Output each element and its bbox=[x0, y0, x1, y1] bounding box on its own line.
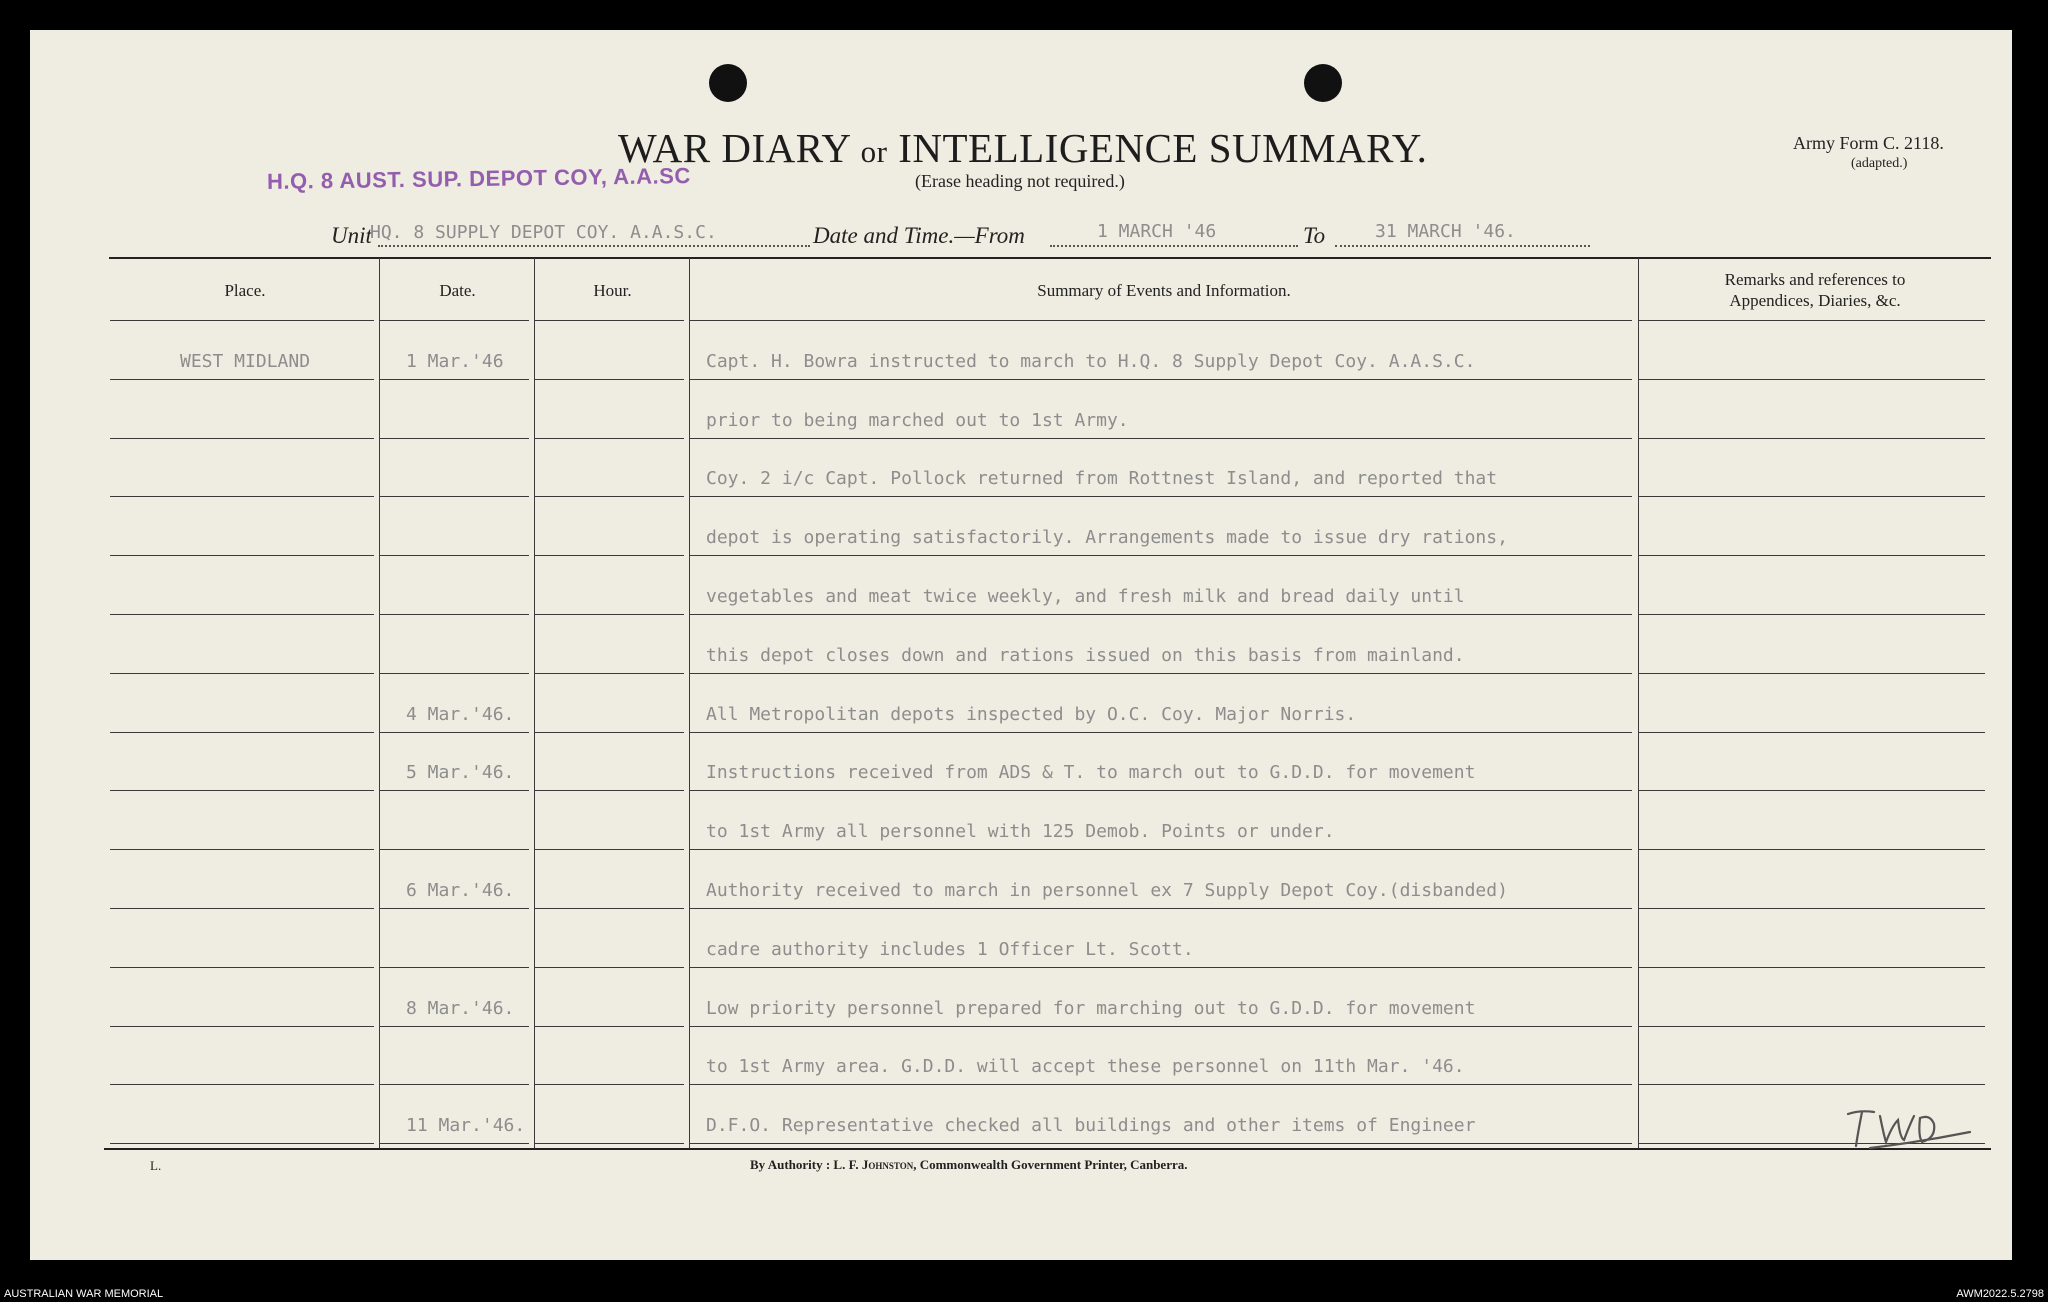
row-rule bbox=[690, 849, 1632, 850]
row-rule bbox=[110, 732, 374, 733]
row-summary: All Metropolitan depots inspected by O.C. Coy. Major Norris. bbox=[706, 703, 1357, 725]
page-title bbox=[618, 124, 1427, 172]
printer-authority bbox=[750, 1157, 1188, 1173]
row-rule bbox=[690, 496, 1632, 497]
header-summary: Summary of Events and Information. bbox=[1037, 281, 1291, 300]
row-rule bbox=[110, 1143, 374, 1144]
row-rule bbox=[110, 496, 374, 497]
row-rule bbox=[535, 790, 684, 791]
row-rule bbox=[380, 1143, 529, 1144]
row-rule bbox=[535, 908, 684, 909]
row-rule bbox=[380, 1026, 529, 1027]
row-date: 8 Mar.'46. bbox=[406, 997, 515, 1019]
row-rule bbox=[1639, 967, 1985, 968]
row-rule bbox=[110, 1084, 374, 1085]
row-rule bbox=[1639, 438, 1985, 439]
date-to-dots bbox=[1335, 245, 1590, 247]
row-rule bbox=[690, 673, 1632, 674]
unit-label: Unit bbox=[331, 223, 372, 248]
row-summary: prior to being marched out to 1st Army. bbox=[706, 409, 1129, 431]
footer-left-mark: L. bbox=[150, 1158, 162, 1173]
row-date: 5 Mar.'46. bbox=[406, 762, 515, 784]
row-summary: vegetables and meat twice weekly, and fresh milk and bread daily until bbox=[706, 586, 1465, 607]
row-rule bbox=[380, 673, 529, 674]
row-rule bbox=[380, 438, 529, 439]
row-rule bbox=[110, 967, 374, 968]
date-to-value: 31 MARCH '46. bbox=[1375, 221, 1516, 242]
row-rule bbox=[535, 379, 684, 380]
row-date: 11 Mar.'46. bbox=[406, 1115, 526, 1137]
row-summary: Coy. 2 i/c Capt. Pollock returned from Rottnest Island, and reported that bbox=[706, 468, 1498, 490]
row-rule bbox=[110, 438, 374, 439]
row-rule bbox=[1639, 496, 1985, 497]
row-rule bbox=[690, 732, 1632, 733]
authority-suffix: , Commonwealth Government Printer, Canberra. bbox=[913, 1157, 1188, 1172]
form-number: Army Form C. 2118. bbox=[1793, 133, 1944, 153]
row-rule bbox=[1639, 1084, 1985, 1085]
row-date: 1 Mar.'46 bbox=[406, 350, 504, 372]
row-summary: this depot closes down and rations issued on this basis from mainland. bbox=[706, 644, 1465, 666]
header-remarks-line2: Appendices, Diaries, &c. bbox=[1729, 291, 1901, 310]
row-rule bbox=[535, 1143, 684, 1144]
row-rule bbox=[1639, 790, 1985, 791]
row-rule bbox=[535, 849, 684, 850]
caption-right: AWM2022.5.2798 bbox=[1956, 1288, 2044, 1300]
header-hour: Hour. bbox=[593, 281, 632, 300]
row-rule bbox=[535, 732, 684, 733]
row-rule bbox=[535, 614, 684, 615]
column-divider-summary bbox=[1638, 258, 1639, 1148]
row-rule bbox=[690, 790, 1632, 791]
row-rule bbox=[380, 614, 529, 615]
date-time-label: Date and Time.—From bbox=[813, 223, 1025, 248]
row-summary: D.F.O. Representative checked all buildings and other items of Engineer bbox=[706, 1115, 1476, 1137]
row-rule bbox=[380, 379, 529, 380]
title-or: or bbox=[860, 134, 888, 169]
table-top-rule bbox=[109, 257, 1991, 259]
unit-value: HQ. 8 SUPPLY DEPOT COY. A.A.S.C. bbox=[370, 222, 717, 243]
row-rule bbox=[535, 967, 684, 968]
row-rule bbox=[690, 614, 1632, 615]
handwritten-initials bbox=[1840, 1102, 1980, 1162]
title-part2: INTELLIGENCE SUMMARY. bbox=[898, 125, 1428, 171]
row-rule bbox=[110, 673, 374, 674]
row-rule bbox=[380, 555, 529, 556]
row-rule bbox=[535, 438, 684, 439]
row-rule bbox=[1639, 379, 1985, 380]
row-rule bbox=[380, 908, 529, 909]
unit-stamp: H.Q. 8 AUST. SUP. DEPOT COY, A.A.SC bbox=[266, 163, 691, 194]
row-rule bbox=[1639, 1026, 1985, 1027]
row-date: 6 Mar.'46. bbox=[406, 880, 515, 901]
row-rule bbox=[110, 555, 374, 556]
header-rule bbox=[690, 320, 1632, 321]
row-rule bbox=[690, 908, 1632, 909]
row-rule bbox=[110, 849, 374, 850]
row-rule bbox=[110, 379, 374, 380]
authority-prefix: By Authority : L. F. bbox=[750, 1157, 859, 1172]
row-summary: Authority received to march in personnel ex 7 Supply Depot Coy.(disbanded) bbox=[706, 880, 1508, 901]
row-rule bbox=[110, 1026, 374, 1027]
title-part1: WAR DIARY bbox=[618, 125, 850, 171]
row-rule bbox=[690, 379, 1632, 380]
row-summary: Low priority personnel prepared for marching out to G.D.D. for movement bbox=[706, 997, 1476, 1019]
header-rule bbox=[110, 320, 374, 321]
row-date: 4 Mar.'46. bbox=[406, 703, 515, 725]
date-from-dots bbox=[1050, 245, 1298, 247]
row-rule bbox=[535, 555, 684, 556]
row-summary: cadre authority includes 1 Officer Lt. Scott. bbox=[706, 938, 1194, 960]
unit-dots bbox=[378, 245, 810, 247]
row-rule bbox=[690, 1084, 1632, 1085]
row-rule bbox=[535, 1026, 684, 1027]
row-rule bbox=[380, 849, 529, 850]
row-rule bbox=[380, 967, 529, 968]
header-rule bbox=[535, 320, 684, 321]
header-rule bbox=[380, 320, 529, 321]
header-rule bbox=[1639, 320, 1985, 321]
row-summary: to 1st Army all personnel with 125 Demob. Points or under. bbox=[706, 821, 1335, 843]
row-rule bbox=[535, 673, 684, 674]
row-rule bbox=[110, 614, 374, 615]
row-summary: depot is operating satisfactorily. Arrangements made to issue dry rations, bbox=[706, 527, 1508, 549]
column-divider-place bbox=[379, 258, 380, 1148]
column-divider-hour bbox=[689, 258, 690, 1148]
row-summary: Capt. H. Bowra instructed to march to H.Q. 8 Supply Depot Coy. A.A.S.C. bbox=[706, 350, 1476, 372]
row-rule bbox=[690, 1026, 1632, 1027]
row-rule bbox=[1639, 555, 1985, 556]
row-rule bbox=[380, 732, 529, 733]
header-place: Place. bbox=[224, 281, 266, 300]
row-rule bbox=[690, 1143, 1632, 1144]
row-summary: to 1st Army area. G.D.D. will accept these personnel on 11th Mar. '46. bbox=[706, 1056, 1465, 1078]
row-rule bbox=[1639, 849, 1985, 850]
form-adapted: (adapted.) bbox=[1851, 156, 1908, 171]
row-rule bbox=[110, 908, 374, 909]
printer-name: Johnston bbox=[861, 1157, 914, 1172]
row-rule bbox=[380, 1084, 529, 1085]
date-from-value: 1 MARCH '46 bbox=[1097, 221, 1217, 242]
row-rule bbox=[690, 555, 1632, 556]
row-rule bbox=[110, 790, 374, 791]
row-rule bbox=[1639, 614, 1985, 615]
row-rule bbox=[380, 496, 529, 497]
row-rule bbox=[690, 438, 1632, 439]
caption-left: AUSTRALIAN WAR MEMORIAL bbox=[4, 1288, 164, 1300]
row-rule bbox=[1639, 908, 1985, 909]
row-summary: Instructions received from ADS & T. to march out to G.D.D. for movement bbox=[706, 762, 1476, 784]
row-rule bbox=[535, 1084, 684, 1085]
column-divider-date bbox=[534, 258, 535, 1148]
row-place: WEST MIDLAND bbox=[180, 350, 311, 372]
to-label: To bbox=[1303, 223, 1326, 248]
row-rule bbox=[690, 967, 1632, 968]
header-remarks-line1: Remarks and references to bbox=[1724, 270, 1906, 289]
row-rule bbox=[1639, 732, 1985, 733]
row-rule bbox=[535, 496, 684, 497]
row-rule bbox=[1639, 673, 1985, 674]
row-rule bbox=[380, 790, 529, 791]
header-date: Date. bbox=[439, 281, 476, 300]
table-bottom-rule bbox=[104, 1148, 1991, 1150]
punch-hole-right bbox=[1304, 64, 1342, 102]
subtitle: (Erase heading not required.) bbox=[915, 171, 1125, 191]
punch-hole-left bbox=[709, 64, 747, 102]
